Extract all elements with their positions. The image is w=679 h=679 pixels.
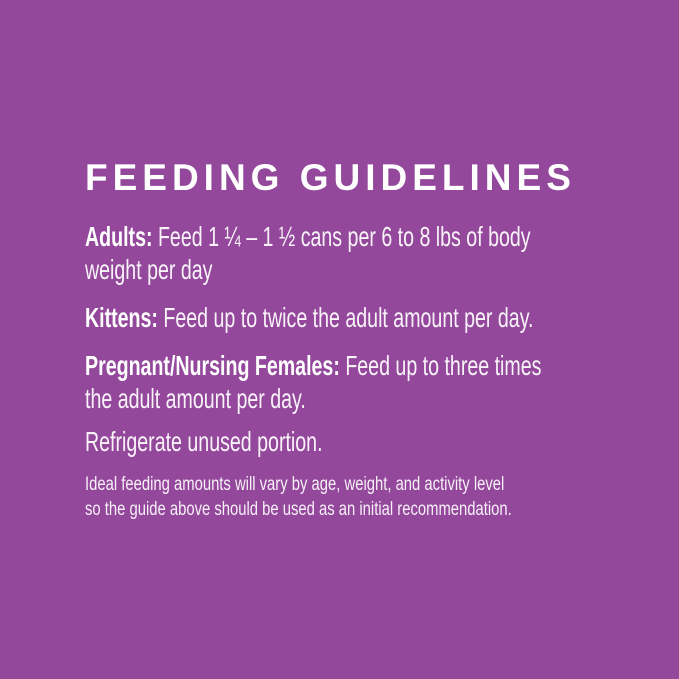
adults-line1: Feed 1 ¼ – 1 ½ cans per 6 to 8 lbs of body <box>157 221 531 252</box>
adults-guideline <box>85 220 639 286</box>
storage-instruction-text <box>85 425 323 458</box>
page-title: FEEDING GUIDELINES <box>85 157 576 198</box>
pregnant-nursing-guideline <box>85 349 639 415</box>
kittens-guideline-text <box>85 301 534 334</box>
adults-line2: weight per day <box>85 254 213 285</box>
storage-instruction <box>85 425 639 458</box>
adults-label: Adults: <box>85 221 153 252</box>
kittens-line1: Feed up to twice the adult amount per day. <box>163 302 534 333</box>
pregnant-nursing-line2: the adult amount per day. <box>85 383 306 414</box>
disclaimer-line2: so the guide above should be used as an initial recommendation. <box>85 499 512 520</box>
disclaimer-line1: Ideal feeding amounts will vary by age, weight, and activity level <box>85 474 505 495</box>
kittens-label: Kittens: <box>85 302 158 333</box>
feeding-disclaimer <box>85 472 639 522</box>
pregnant-nursing-label: Pregnant/Nursing Females: <box>85 350 340 381</box>
kittens-guideline <box>85 301 639 334</box>
storage-line1: Refrigerate unused portion. <box>85 426 323 457</box>
pregnant-nursing-line1: Feed up to three times <box>345 350 542 381</box>
feeding-disclaimer-text <box>85 472 512 522</box>
adults-guideline-text <box>85 220 531 286</box>
pregnant-nursing-guideline-text <box>85 349 541 415</box>
